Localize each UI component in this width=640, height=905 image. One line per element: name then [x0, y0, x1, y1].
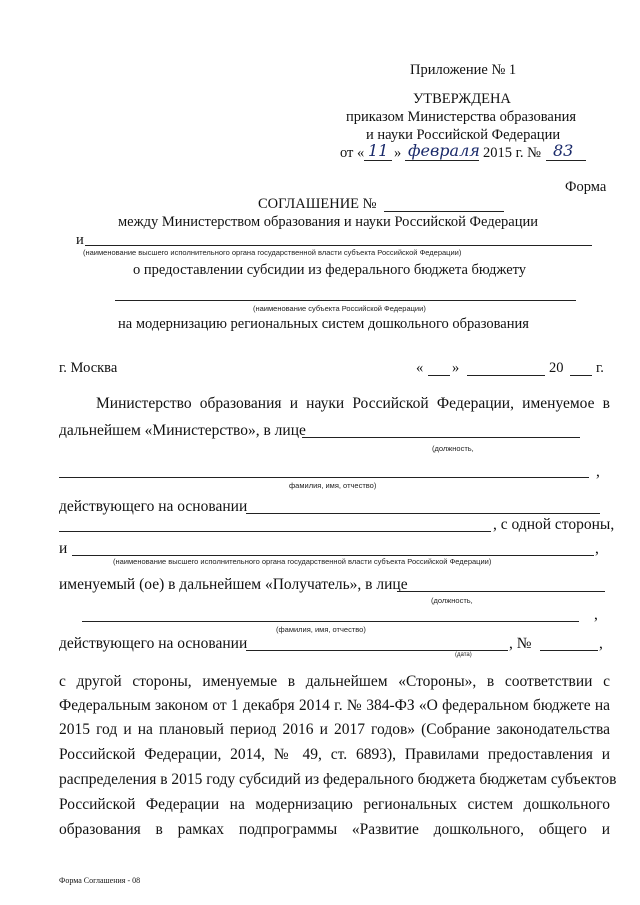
position-line [302, 437, 580, 438]
acting-basis: действующего на основании [59, 498, 248, 515]
p2-line-7: образования в рамках подпрограммы «Развитие дошкольного, общего и [59, 821, 610, 838]
one-side: , с одной стороны, [493, 516, 615, 533]
order-day-line [364, 160, 392, 161]
subsidy-line: о предоставлении субсидии из федерального бюджета бюджету [133, 262, 527, 278]
caption-position: (должность, [432, 444, 474, 453]
subject-line [115, 300, 576, 301]
order-date-prefix: от « [340, 145, 365, 161]
recipient-position-line [397, 591, 605, 592]
caption-position-2: (должность, [431, 596, 473, 605]
basis-number-line [540, 650, 598, 651]
p2-line-4: Российской Федерации, 2014, № 49, ст. 6893), Правилами предоставления и [59, 746, 610, 763]
city: г. Москва [59, 360, 118, 376]
order-date-mid: » [394, 145, 402, 161]
order-month-handwritten: февраля [408, 141, 480, 160]
basis-line-3 [246, 650, 508, 651]
p1-line-1: Министерство образования и науки Российской Федерации, именуемое в [96, 395, 610, 412]
exec-body-line-2 [72, 555, 594, 556]
caption-date: (дата) [455, 652, 472, 658]
order-year-number: 2015 г. № [483, 145, 542, 161]
order-line-1: приказом Министерства образования [346, 109, 577, 125]
recipient-line: именуемый (ое) в дальнейшем «Получатель», в лице [59, 576, 408, 593]
p2-line-5: распределения в 2015 году субсидий из федерального бюджета бюджетам субъектов [59, 771, 617, 788]
caption-exec-body-2: (наименование высшего исполнительного органа государственной власти субъекта Российской Федерации) [113, 557, 492, 566]
caption-exec-body: (наименование высшего исполнительного органа государственной власти субъекта Российской Федерации) [83, 248, 462, 257]
p2-line-2: Федеральным законом от 1 декабря 2014 г. № 384-ФЗ «О федеральном бюджете на [59, 697, 610, 714]
exec-body-line [85, 245, 592, 246]
p2-line-1: с другой стороны, именуемые в дальнейшем «Стороны», в соответствии с [59, 673, 610, 690]
date-year-suffix: г. [596, 360, 604, 376]
between-line: между Министерством образования и науки Российской Федерации [118, 214, 539, 230]
basis-line [246, 513, 600, 514]
order-month-line [405, 160, 479, 161]
number-sign: , № [509, 635, 532, 652]
and-letter: и [76, 232, 84, 248]
date-century: 20 [549, 360, 564, 376]
acting-basis-2: действующего на основании [59, 635, 248, 652]
basis-comma: , [599, 635, 603, 652]
agreement-number-line [384, 211, 504, 212]
appendix-label: Приложение № 1 [410, 62, 517, 78]
agreement-title: СОГЛАШЕНИЕ № [258, 196, 377, 212]
basis-line-2 [59, 531, 491, 532]
fio-line-2 [82, 621, 579, 622]
date-day-line [428, 375, 450, 376]
fio-line [59, 477, 589, 478]
date-open-quote: « [416, 360, 424, 376]
p2-line-3: 2015 год и на плановый период 2016 и 2017 годов» (Собрание законодательства [59, 721, 610, 738]
fio-comma: , [596, 463, 600, 480]
caption-fio-2: (фамилия, имя, отчество) [276, 625, 366, 634]
and-letter-2: и [59, 540, 68, 557]
order-number-line [546, 160, 586, 161]
approved-label: УТВЕРЖДЕНА [413, 91, 511, 107]
footer-form-id: Форма Соглашения - 08 [59, 876, 141, 885]
exec-body-comma: , [595, 540, 599, 557]
date-month-line [467, 375, 545, 376]
purpose-line: на модернизацию региональных систем дошкольного образования [118, 316, 529, 332]
order-day-handwritten: 11 [368, 141, 389, 160]
date-close-quote: » [452, 360, 460, 376]
p1-line-2: дальнейшем «Министерство», в лице [59, 422, 306, 439]
date-year-line [570, 375, 592, 376]
order-number-handwritten: 83 [553, 141, 574, 160]
caption-fio: фамилия, имя, отчество) [289, 481, 377, 490]
order-line-2: и науки Российской Федерации [366, 127, 561, 143]
fio-comma-2: , [594, 606, 598, 623]
p2-line-6: Российской Федерации на модернизацию региональных систем дошкольного [59, 796, 610, 813]
caption-subject: (наименование субъекта Российской Федерации) [253, 304, 426, 313]
form-label: Форма [565, 179, 607, 195]
